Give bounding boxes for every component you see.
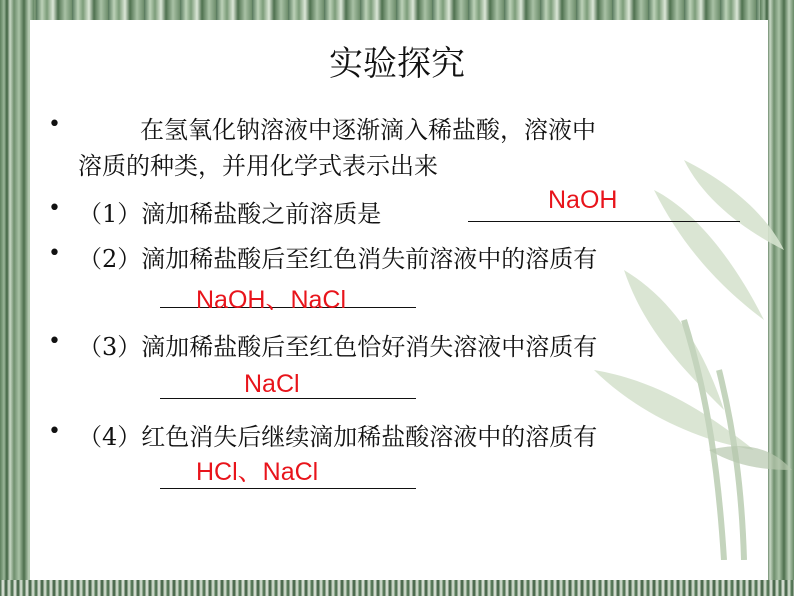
bamboo-frame-bottom	[0, 580, 794, 596]
bullet-q4: •	[48, 419, 61, 444]
slide-title: 实验探究	[329, 44, 465, 84]
question-1-answer: NaOH	[548, 186, 618, 214]
question-1-text: （1）滴加稀盐酸之前溶质是	[78, 200, 382, 228]
question-4-answer: HCl、NaCl	[196, 458, 319, 486]
question-1-blank	[468, 221, 740, 222]
question-3-answer: NaCl	[244, 370, 300, 398]
question-2-answer: NaOH、NaCl	[196, 286, 347, 314]
bullet-intro: •	[48, 112, 61, 137]
question-4-blank	[160, 488, 416, 489]
question-3-text: （3）滴加稀盐酸后至红色恰好消失溶液中溶质有	[78, 333, 598, 361]
bullet-q1: •	[48, 196, 61, 221]
bullet-q3: •	[48, 329, 61, 354]
intro-line-2: 溶质的种类，并用化学式表示出来	[78, 152, 438, 180]
bamboo-frame-left	[0, 0, 34, 596]
question-4-text: （4）红色消失后继续滴加稀盐酸溶液中的溶质有	[78, 423, 598, 451]
question-2-text: （2）滴加稀盐酸后至红色消失前溶液中的溶质有	[78, 245, 598, 273]
bullet-q2: •	[48, 241, 61, 266]
intro-line-1: 在氢氧化钠溶液中逐渐滴入稀盐酸，溶液中	[140, 116, 596, 144]
